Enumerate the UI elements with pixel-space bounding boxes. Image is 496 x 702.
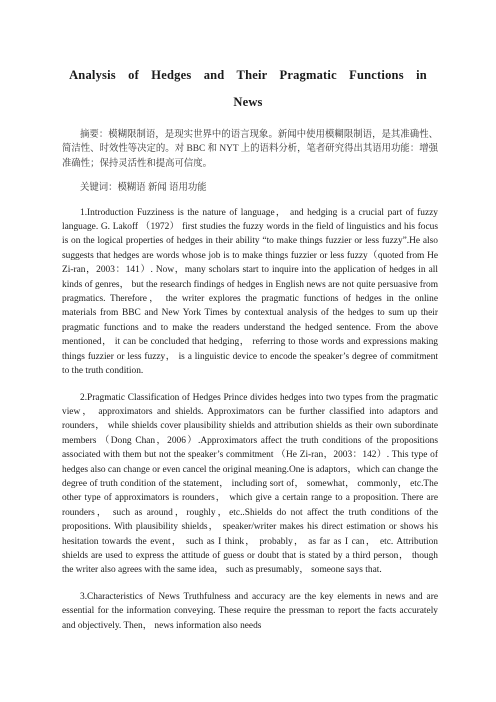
keywords: 关键词：模糊语 新闻 语用功能 xyxy=(80,183,207,194)
paragraph-characteristics: 3.Characteristics of News Truthfulness and accuracy are the key elements in news and are essential for the information conveying. These require the pressman to report the facts accurately and objectively. Then， news information also needs xyxy=(62,591,438,631)
paragraph-introduction: 1.Introduction Fuzziness is the nature of language， and hedging is a crucial part of fuzzy language. G. Lakoff （1972） first studies the fuzzy words in the field of linguistics and his focus is on the logical properties of hedges in their ability “to make things fuzzier or less fuzzy”.He also suggests that hedges are words whose job is to make things fuzzier or less fuzzy（quoted from He Zi-ran，2003：141）. Now，many scholars start to inquire into the application of hedges in all kinds of genres， but the research findings of hedges in English news are not quite persuasive from pragmatics. Therefore， the writer explores the pragmatic functions of hedges in the online materials from BBC and New York Times by contextual analysis of the hedges to sum up their pragmatic functions and to make the readers understand the hedged sentence. From the above mentioned， it can be concluded that hedging， referring to those words and expressions making things fuzzier or less fuzzy， is a linguistic device to encode the speaker’s degree of commitment to the truth condition. xyxy=(62,207,438,377)
paragraph-classification: 2.Pragmatic Classification of Hedges Prince divides hedges into two types from the pragmatic view， approximators and shields. Approximators can be further classified into adaptors and rounders， while shields cover plausibility shields and attribution shields as their own subordinate members （Dong Chan，2006）.Approximators affect the truth conditions of the propositions associated with them but not the speaker’s commitment （He Zi-ran，2003：142）. This type of hedges also can change or even cancel the original meaning.One is adaptors，which can change the degree of truth condition of the statement， including sort of， somewhat， commonly， etc.The other type of approximators is rounders， which give a certain range to a proposition. There are rounders， such as around，roughly，etc..Shields do not affect the truth conditions of the propositions. With plausibility shields， speaker/writer makes his direct estimation or shows his hesitation towards the event， such as I think， probably， as far as I can， etc. Attribution shields are used to express the attitude of guess or doubt that is stated by a third person， though the writer also agrees with the same idea， such as presumably， someone says that. xyxy=(62,392,438,576)
title-line-2: News xyxy=(233,95,263,109)
abstract: 摘要：模糊限制语，是现实世界中的语言现象。新闻中使用模糊限制语，是其准确性、简洁性、时效性等决定的。对 BBC 和 NYT 上的语料分析，笔者研究得出其语用功能：增强准确性；保持灵活性和提高可信度。 xyxy=(62,130,438,169)
title-line-1: Analysis of Hedges and Their Pragmatic Functions in xyxy=(69,68,427,82)
document-title xyxy=(62,62,434,116)
